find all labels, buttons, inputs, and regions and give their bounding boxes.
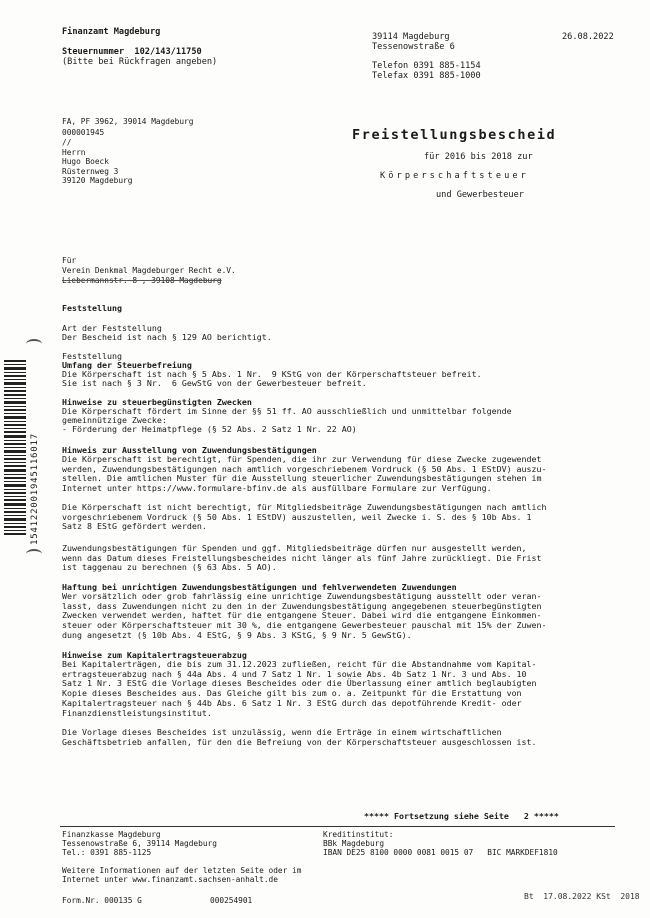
- margin-code: 154122001945116017: [30, 433, 40, 545]
- text-line: werden, Zuwendungsbestätigungen nach amtlich vorgeschriebenem Vordruck (§ 50 Abs. 1 EStDV) auszu-: [62, 463, 547, 474]
- footer-divider: [60, 826, 615, 827]
- tax-number-note: (Bitte bei Rückfragen angeben): [62, 57, 218, 67]
- office-fax: Telefax 0391 885-1000: [372, 71, 481, 81]
- text-line: Die Vorlage dieses Bescheides ist unzulässig, wenn die Erträge in einem wirtschaftlichen: [62, 727, 502, 737]
- bank-name: BBk Magdeburg: [323, 839, 385, 848]
- umfang-line-1: Die Körperschaft ist nach § 5 Abs. 1 Nr. 9 KStG von der Körperschaftsteuer befreit.: [62, 369, 482, 379]
- ausstellung-paragraph-3: [62, 544, 542, 573]
- punch-mark-bottom: [26, 549, 42, 559]
- text-line: Bei Kapitalerträgen, die bis zum 31.12.2023 zufließen, reicht für die Abstandnahme vom Kapital-: [62, 659, 537, 669]
- text-line: Wer vorsätzlich oder grob fahrlässig eine unrichtige Zuwendungsbestätigung ausstellt oder veran-: [62, 591, 542, 601]
- text-line: lasst, dass Zuwendungen nicht zu den in der Zuwendungsbestätigung angegebenen steuerbegünstigten: [62, 600, 542, 611]
- text-line: Die Körperschaft ist nicht berechtigt, für Mitgliedsbeiträge Zuwendungsbestätigungen nach amtlich: [62, 502, 547, 512]
- recipient-line: Herrn: [62, 148, 86, 157]
- for-label: Für: [62, 256, 77, 265]
- recipient-line: Hugo Boeck: [62, 157, 109, 167]
- recipient-code: 000001945: [62, 128, 105, 137]
- text-line: Satz 1 Nr. 3 EStG die Vorlage dieses Bescheides oder die Überlassung einer amtlich beglaubigten: [62, 678, 537, 689]
- text-line: Zwecken verwendet werden, haftet für die entgangene Steuer. Dabei wird die entgangene Einkommen-: [62, 610, 542, 621]
- kapitalertrag-paragraph: [62, 660, 537, 718]
- text-line: Die Körperschaft ist berechtigt, für Spenden, die ihr zur Verwendung für diese Zwecke zugewendet: [62, 454, 542, 464]
- heading-zwecke: Hinweise zu steuerbegünstigten Zwecken: [62, 397, 252, 407]
- document-date: 26.08.2022: [562, 32, 614, 42]
- recipient-line: 39120 Magdeburg: [62, 175, 133, 185]
- text-line: ist taggenau zu berechnen (§ 63 Abs. 5 AO).: [62, 562, 277, 573]
- text-line: Kopie dieses Bescheides aus. Das Gleiche gilt bis zum o. a. Zeitpunkt für die Erstattung von: [62, 688, 522, 699]
- margin-barcode: [4, 360, 26, 535]
- heading-ausstellung: Hinweis zur Ausstellung von Zuwendungsbestätigungen: [62, 445, 317, 455]
- more-info-line-2: Internet unter www.finanzamt.sachsen-anhalt.de: [62, 875, 278, 884]
- text-line: wenn das Datum dieses Freistellungsbescheides nicht länger als fünf Jahre zurückliegt. Die Frist: [62, 552, 542, 563]
- ausstellung-paragraph-1: [62, 455, 547, 494]
- text-line: Zuwendungsbestätigungen für Spenden und ggf. Mitgliedsbeiträge dürfen nur ausgestellt werden,: [62, 543, 527, 553]
- text-line: Internet unter https://www.formulare-bfinv.de als ausfüllbare Formulare zur Verfügung.: [62, 483, 492, 494]
- tax-office-name: Finanzamt Magdeburg: [62, 27, 161, 37]
- recipient-line: Rüsternweg 3: [62, 166, 119, 176]
- art-text: Der Bescheid ist nach § 129 AO berichtigt.: [62, 332, 272, 342]
- text-line: Geschäftsbetrieb anfallen, für den die Befreiung von der Körperschaftsteuer ausgeschlossen ist.: [62, 736, 537, 747]
- return-address: FA, PF 3962, 39014 Magdeburg: [62, 117, 194, 126]
- title-tax-trade: und Gewerbesteuer: [436, 190, 524, 200]
- bank-iban-bic: IBAN DE25 8100 0000 0081 0015 07 BIC MARKDEF1810: [323, 848, 558, 857]
- association-name: Verein Denkmal Magdeburger Recht e.V.: [62, 266, 236, 275]
- recipient-slashes: //: [62, 138, 72, 147]
- text-line: steuer oder Körperschaftsteuer mit 30 %, die entgangene Gewerbesteuer pauschal mit 15% der Zuwen-: [62, 620, 547, 631]
- feststellung-label: Feststellung: [62, 351, 122, 361]
- section-feststellung: Feststellung: [62, 303, 122, 313]
- form-number: Form.Nr. 000135 G: [62, 896, 142, 905]
- recipient-address: [62, 148, 132, 185]
- heading-umfang: Umfang der Steuerbefreiung: [62, 360, 192, 370]
- zwecke-line-3: - Förderung der Heimatpflege (§ 52 Abs. 2 Satz 1 Nr. 22 AO): [62, 424, 357, 434]
- umfang-line-2: Sie ist nach § 3 Nr. 6 GewStG von der Gewerbesteuer befreit.: [62, 378, 367, 388]
- text-line: Satz 8 EStG gefördert werden.: [62, 521, 207, 532]
- association-address: Liebermannstr. 8 , 39108 Magdeburg: [62, 276, 222, 285]
- office-address-city: 39114 Magdeburg: [372, 32, 450, 42]
- continuation-note: ***** Fortsetzung siehe Seite 2 *****: [364, 811, 559, 821]
- bank-label: Kreditinstitut:: [323, 830, 394, 839]
- office-address-street: Tessenowstraße 6: [372, 42, 455, 52]
- office-phone: Telefon 0391 885-1154: [372, 61, 481, 71]
- text-line: stellen. Die amtlichen Muster für die Ausstellung steuerlicher Zuwendungsbestätigungen stehen im: [62, 473, 542, 484]
- punch-mark-top: [26, 339, 42, 349]
- heading-kapitalertrag: Hinweise zum Kapitalertragsteuerabzug: [62, 650, 247, 660]
- vorlage-paragraph: [62, 728, 537, 747]
- text-line: ertragsteuerabzug nach § 44a Abs. 4 und 7 Satz 1 Nr. 1 sowie Abs. 4b Satz 1 Nr. 3 und Abs. 10: [62, 668, 527, 679]
- document-number: 000254901: [210, 896, 253, 905]
- more-info-line-1: Weitere Informationen auf der letzten Seite oder im: [62, 866, 302, 875]
- ausstellung-paragraph-2: [62, 503, 547, 532]
- finance-office-name: Finanzkasse Magdeburg: [62, 830, 161, 839]
- print-mark: Bt 17.08.2022 KSt 2018: [524, 892, 640, 901]
- title-years: für 2016 bis 2018 zur: [424, 152, 533, 162]
- text-line: Finanzdienstleistungsinstitut.: [62, 707, 212, 718]
- haftung-paragraph: [62, 592, 547, 641]
- zwecke-line-1: Die Körperschaft fördert im Sinne der §§ 51 ff. AO ausschließlich und unmittelbar folgende: [62, 406, 512, 416]
- heading-haftung: Haftung bei unrichtigen Zuwendungsbestätigungen und fehlverwendeten Zuwendungen: [62, 582, 457, 592]
- finance-office-address: Tessenowstraße 6, 39114 Magdeburg: [62, 839, 217, 848]
- finance-office-phone: Tel.: 0391 885-1125: [62, 848, 152, 857]
- text-line: vorgeschriebenem Vordruck (§ 50 Abs. 1 EStDV) auszustellen, weil Zwecke i. S. des § 10b Abs. 1: [62, 511, 532, 522]
- art-label: Art der Feststellung: [62, 323, 162, 333]
- text-line: dung angesetzt (§ 10b Abs. 4 EStG, § 9 Abs. 3 KStG, § 9 Nr. 5 GewStG).: [62, 629, 412, 640]
- document-title: Freistellungsbescheid: [352, 127, 557, 143]
- title-tax-corporate: Körperschaftsteuer: [380, 171, 529, 181]
- zwecke-line-2: gemeinnützige Zwecke:: [62, 415, 167, 425]
- tax-number: Steuernummer 102/143/11750: [62, 47, 202, 57]
- text-line: Kapitalertragsteuer nach § 44b Abs. 6 Satz 1 Nr. 3 EStG durch das depotführende Kredit- oder: [62, 697, 522, 708]
